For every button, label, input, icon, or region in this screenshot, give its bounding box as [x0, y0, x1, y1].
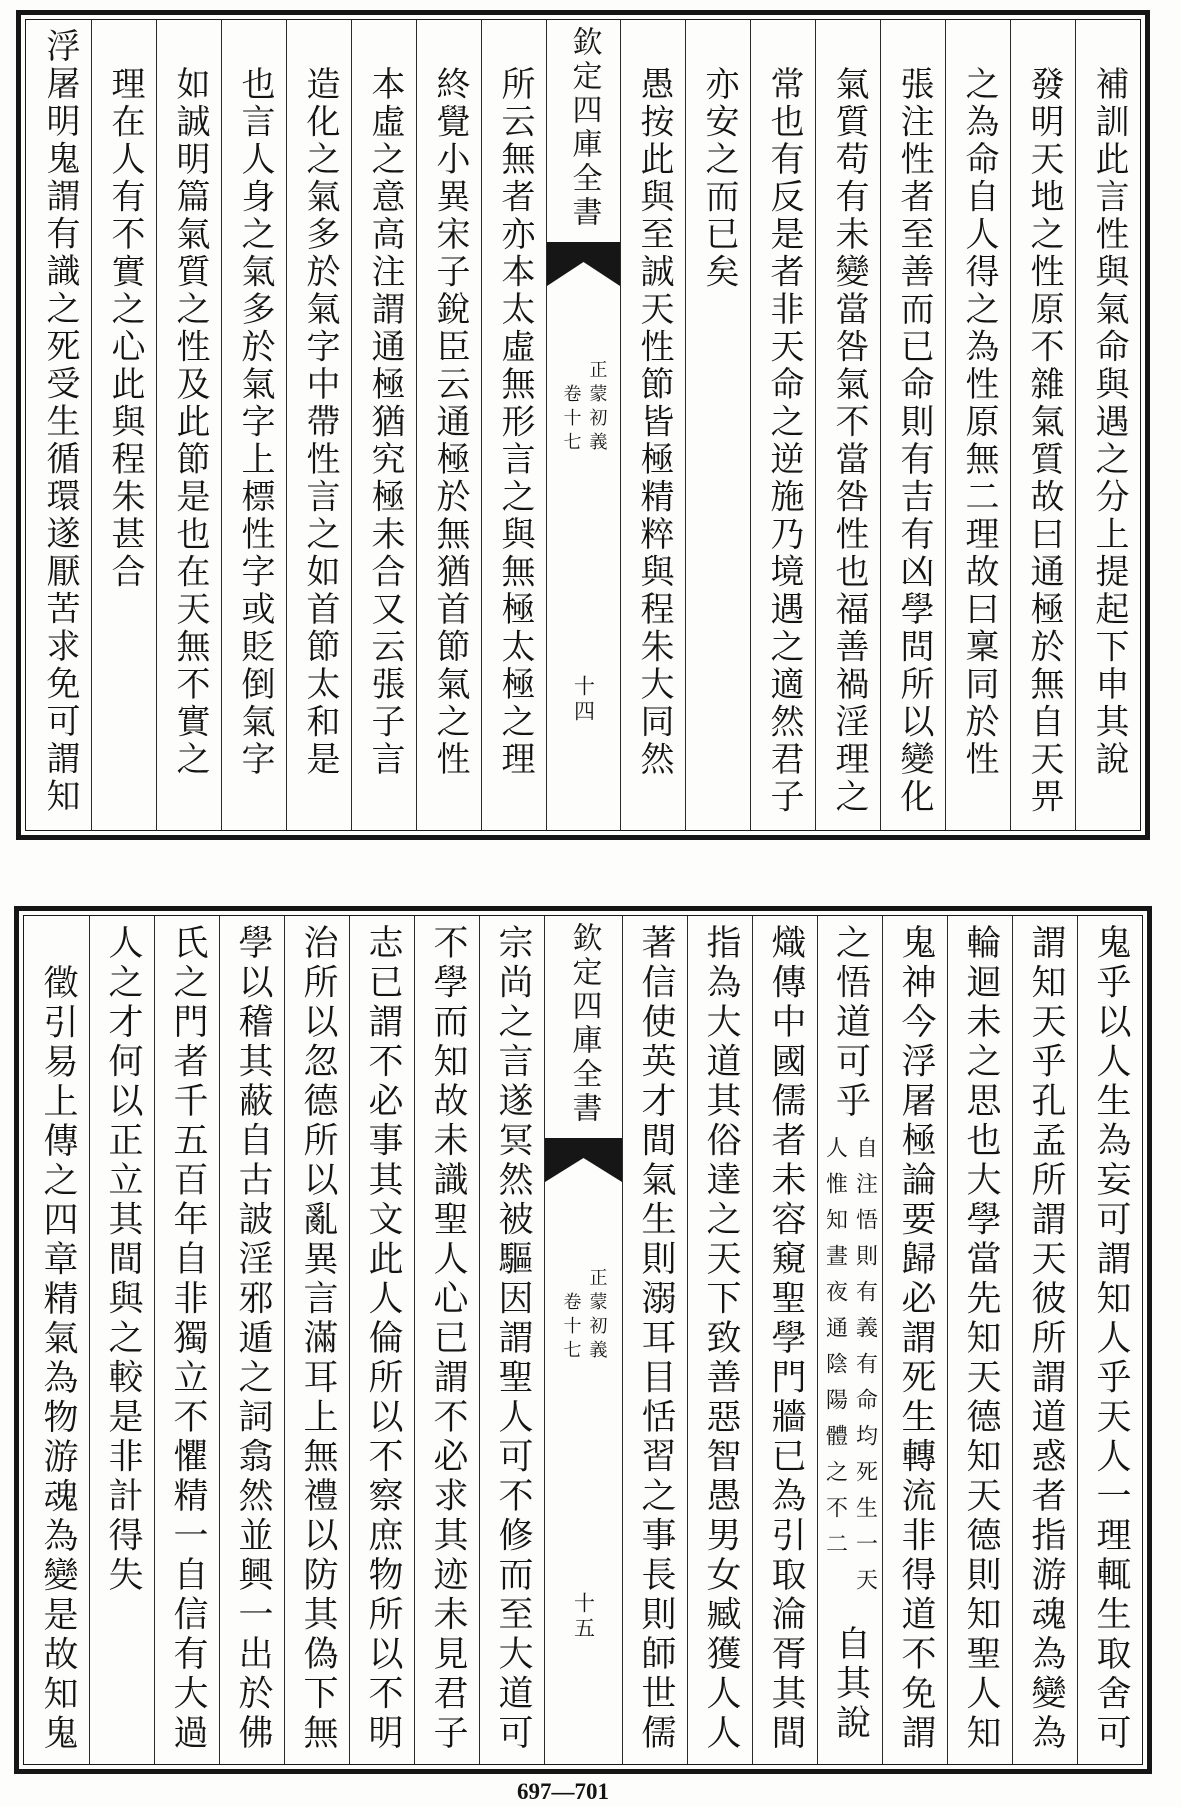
text-column: 學以稽其蔽自古詖淫邪遁之詞翕然並興一出於佛 — [219, 916, 284, 1764]
book-title: 正蒙初義 — [586, 1268, 608, 1364]
commentary-column: 理在人有不實之心此與程朱甚合 — [91, 20, 156, 830]
fold-subtitle — [560, 1268, 608, 1364]
page-number: 十四 — [571, 675, 596, 725]
text-column: 鬼神今浮屠極論要歸必謂死生轉流非得道不免謂 — [882, 916, 947, 1764]
collection-title: 欽定四庫全書 — [566, 922, 602, 1126]
column-grid — [26, 20, 1140, 830]
commentary-column: 氣質苟有未變當咎氣不當咎性也福善禍淫理之 — [815, 20, 880, 830]
page-number: 十五 — [571, 1592, 596, 1642]
commentary-column: 所云無者亦本太虛無形言之與無極太極之理 — [481, 20, 546, 830]
commentary-column: 補訓此言性與氣命與遇之分上提起下申其說 — [1075, 20, 1140, 830]
page-range-caption: 697—701 — [517, 1779, 609, 1804]
text-column: 著信使英才間氣生則溺耳目恬習之事長則師世儒 — [622, 916, 687, 1764]
fishtail-ornament — [547, 242, 620, 286]
commentary-column: 本虛之意高注謂通極猶究極未合又云張子言 — [351, 20, 416, 830]
text-column: 不學而知故未識聖人心已謂不必求其迹未見君子 — [414, 916, 479, 1764]
book-title: 正蒙初義 — [586, 360, 608, 456]
commentary-column: 之為命自人得之為性原無二理故曰稟同於性 — [945, 20, 1010, 830]
collection-title: 欽定四庫全書 — [566, 26, 602, 230]
text-column-with-note — [817, 916, 882, 1764]
inline-note-left: 人惟知晝夜通陰陽體之不二 — [822, 1135, 848, 1568]
commentary-column: 發明天地之性原不雜氣質故曰通極於無自天畀 — [1010, 20, 1075, 830]
inline-note-right: 自注悟則有義有命均死生一天 — [852, 1135, 878, 1604]
commentary-column: 張注性者至善而已命則有吉有凶學問所以變化 — [880, 20, 945, 830]
text-column: 治所以忽德所以亂異言滿耳上無禮以防其偽下無 — [284, 916, 349, 1764]
text-column: 謂知天乎孔孟所謂天彼所謂道惑者指游魂為變為 — [1012, 916, 1077, 1764]
page-block — [16, 10, 1150, 840]
commentary-column: 常也有反是者非天命之逆施乃境遇之適然君子 — [750, 20, 815, 830]
commentary-column: 終覺小異宋子銳臣云通極於無猶首節氣之性 — [416, 20, 481, 830]
fold-subtitle — [560, 360, 608, 456]
fold-column — [544, 916, 622, 1764]
commentary-column: 亦安之而已矣 — [685, 20, 750, 830]
commentary-column: 也言人身之氣多於氣字上標性字或貶倒氣字 — [221, 20, 286, 830]
text-column: 指為大道其俗達之天下致善惡智愚男女臧獲人人 — [687, 916, 752, 1764]
text-column: 熾傳中國儒者未容窺聖學門牆已為引取淪胥其間 — [752, 916, 817, 1764]
text-column: 氏之門者千五百年自非獨立不懼精一自信有大過 — [154, 916, 219, 1764]
fold-column — [546, 20, 620, 830]
commentary-column: 徵引易上傳之四章精氣為物游魂為變是故知鬼 — [38, 963, 78, 1754]
inner-frame — [23, 915, 1143, 1765]
column-text: 之悟道可乎 — [830, 924, 871, 1122]
commentary-column: 造化之氣多於氣字中帶性言之如首節太和是 — [286, 20, 351, 830]
column-text: 自其說 — [830, 1624, 871, 1743]
text-column: 鬼乎以人生為妄可謂知人乎天人一理輒生取舍可 — [1077, 916, 1142, 1764]
commentary-column: 愚按此與至誠天性節皆極精粹與程朱大同然 — [620, 20, 685, 830]
text-column: 志已謂不必事其文此人倫所以不察庶物所以不明 — [349, 916, 414, 1764]
page-block — [14, 906, 1152, 1774]
column-grid — [24, 916, 1142, 1764]
fishtail-ornament — [545, 1138, 622, 1182]
inline-note — [822, 1122, 879, 1625]
text-column: 輪迴未之思也大學當先知天德知天德則知聖人知 — [947, 916, 1012, 1764]
volume-number: 卷十七 — [560, 384, 582, 456]
inner-frame — [25, 19, 1141, 831]
text-column: 人之才何以正立其間與之較是非計得失 — [89, 916, 154, 1764]
commentary-column: 如誠明篇氣質之性及此節是也在天無不實之 — [156, 20, 221, 830]
volume-number: 卷十七 — [560, 1292, 582, 1364]
text-column: 宗尚之言遂冥然被驅因謂聖人可不修而至大道可 — [479, 916, 544, 1764]
text-column: 浮屠明鬼謂有識之死受生循環遂厭苦求免可謂知 — [40, 28, 80, 816]
